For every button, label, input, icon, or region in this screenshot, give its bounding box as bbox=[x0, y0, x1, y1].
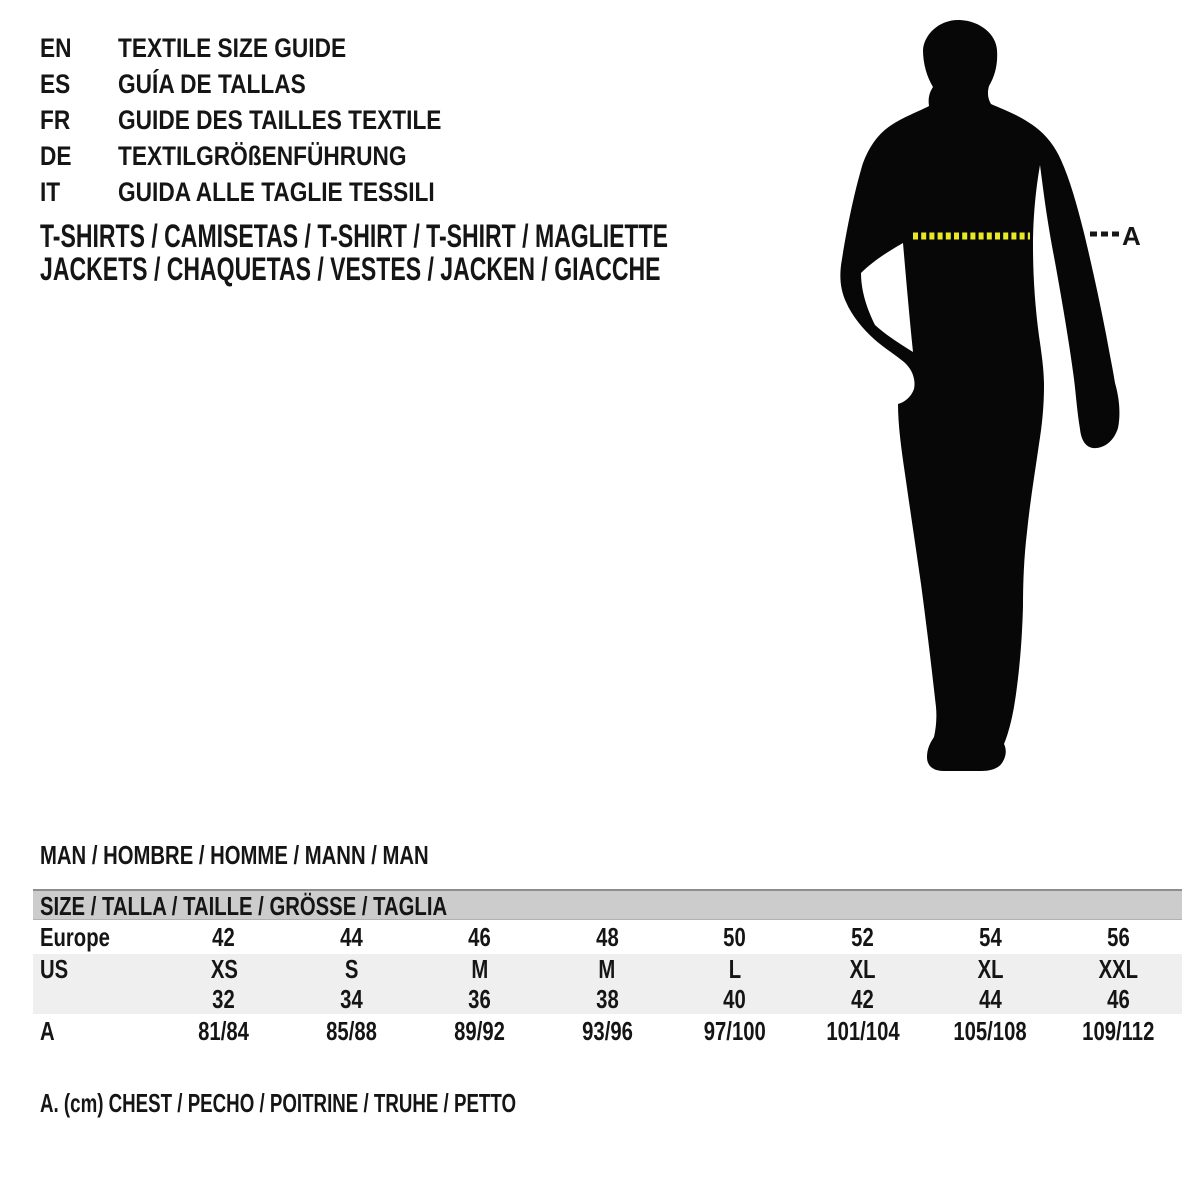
size-value: 101/104 bbox=[825, 1016, 900, 1046]
product-categories bbox=[40, 220, 912, 286]
row-label: US bbox=[40, 954, 69, 984]
size-value: 54 bbox=[979, 922, 1002, 952]
language-row bbox=[40, 138, 503, 174]
table-row-europe bbox=[33, 920, 1182, 954]
man-silhouette-figure bbox=[820, 0, 1200, 800]
size-value: 105/108 bbox=[953, 1016, 1028, 1046]
size-value: 36 bbox=[468, 984, 491, 1014]
language-row bbox=[40, 102, 503, 138]
table-row-us bbox=[33, 954, 1182, 984]
guide-title: GUIDE DES TAILLES TEXTILE bbox=[118, 105, 442, 135]
section-title-man: MAN / HOMBRE / HOMME / MANN / MAN bbox=[40, 840, 429, 870]
size-value: 42 bbox=[851, 984, 874, 1014]
row-label: Europe bbox=[40, 922, 110, 952]
size-value: S bbox=[344, 954, 359, 984]
size-value: 42 bbox=[212, 922, 236, 952]
size-value: XS bbox=[210, 954, 238, 984]
guide-title: GUIDA ALLE TAGLIE TESSILI bbox=[118, 177, 435, 207]
language-code: IT bbox=[40, 177, 61, 207]
language-row bbox=[40, 66, 503, 102]
size-value: 46 bbox=[468, 922, 491, 952]
size-value: 50 bbox=[723, 922, 747, 952]
size-table-header: SIZE / TALLA / TAILLE / GRÖSSE / TAGLIA bbox=[33, 889, 1182, 920]
size-value: 81/84 bbox=[198, 1016, 250, 1046]
language-code: ES bbox=[40, 69, 71, 99]
table-row-chest-cm bbox=[33, 1014, 1182, 1048]
language-row bbox=[40, 174, 503, 210]
size-value: 56 bbox=[1106, 922, 1130, 952]
size-value: L bbox=[728, 954, 742, 984]
product-line-jackets: JACKETS / CHAQUETAS / VESTES / JACKEN / GIACCHE bbox=[40, 251, 661, 287]
guide-title: TEXTILGRÖßENFÜHRUNG bbox=[118, 141, 407, 171]
size-value: 85/88 bbox=[326, 1016, 377, 1046]
size-value: 34 bbox=[340, 984, 363, 1014]
size-value: 40 bbox=[723, 984, 747, 1014]
product-line-tshirts: T-SHIRTS / CAMISETAS / T-SHIRT / T-SHIRT / MAGLIETTE bbox=[40, 218, 669, 254]
guide-title: GUÍA DE TALLAS bbox=[118, 69, 306, 99]
measurement-footnote: A. (cm) CHEST / PECHO / POITRINE / TRUHE / PETTO bbox=[40, 1088, 517, 1118]
size-value: XL bbox=[849, 954, 876, 984]
size-value: 97/100 bbox=[703, 1016, 766, 1046]
size-value: 32 bbox=[212, 984, 236, 1014]
language-code: FR bbox=[40, 105, 71, 135]
language-row bbox=[40, 30, 503, 66]
size-value: M bbox=[598, 954, 616, 984]
guide-title: TEXTILE SIZE GUIDE bbox=[118, 33, 347, 63]
size-value: 89/92 bbox=[453, 1016, 505, 1046]
size-table bbox=[33, 889, 1182, 1048]
language-title-block bbox=[40, 30, 503, 210]
size-value: 93/96 bbox=[581, 1016, 633, 1046]
size-value: 38 bbox=[595, 984, 619, 1014]
size-value: 46 bbox=[1106, 984, 1130, 1014]
size-value: XXL bbox=[1098, 954, 1138, 984]
table-row-numeric bbox=[33, 984, 1182, 1014]
size-value: M bbox=[470, 954, 488, 984]
measure-label-a: A bbox=[1122, 221, 1141, 251]
man-silhouette-body bbox=[840, 20, 1119, 771]
language-code: DE bbox=[40, 141, 72, 171]
size-value: 52 bbox=[851, 922, 874, 952]
size-value: 44 bbox=[979, 984, 1002, 1014]
size-value: 48 bbox=[595, 922, 619, 952]
language-code: EN bbox=[40, 33, 72, 63]
size-value: XL bbox=[977, 954, 1004, 984]
size-value: 109/112 bbox=[1082, 1016, 1155, 1046]
size-value: 44 bbox=[340, 922, 363, 952]
row-label: A bbox=[40, 1016, 55, 1046]
man-silhouette bbox=[820, 0, 1200, 800]
